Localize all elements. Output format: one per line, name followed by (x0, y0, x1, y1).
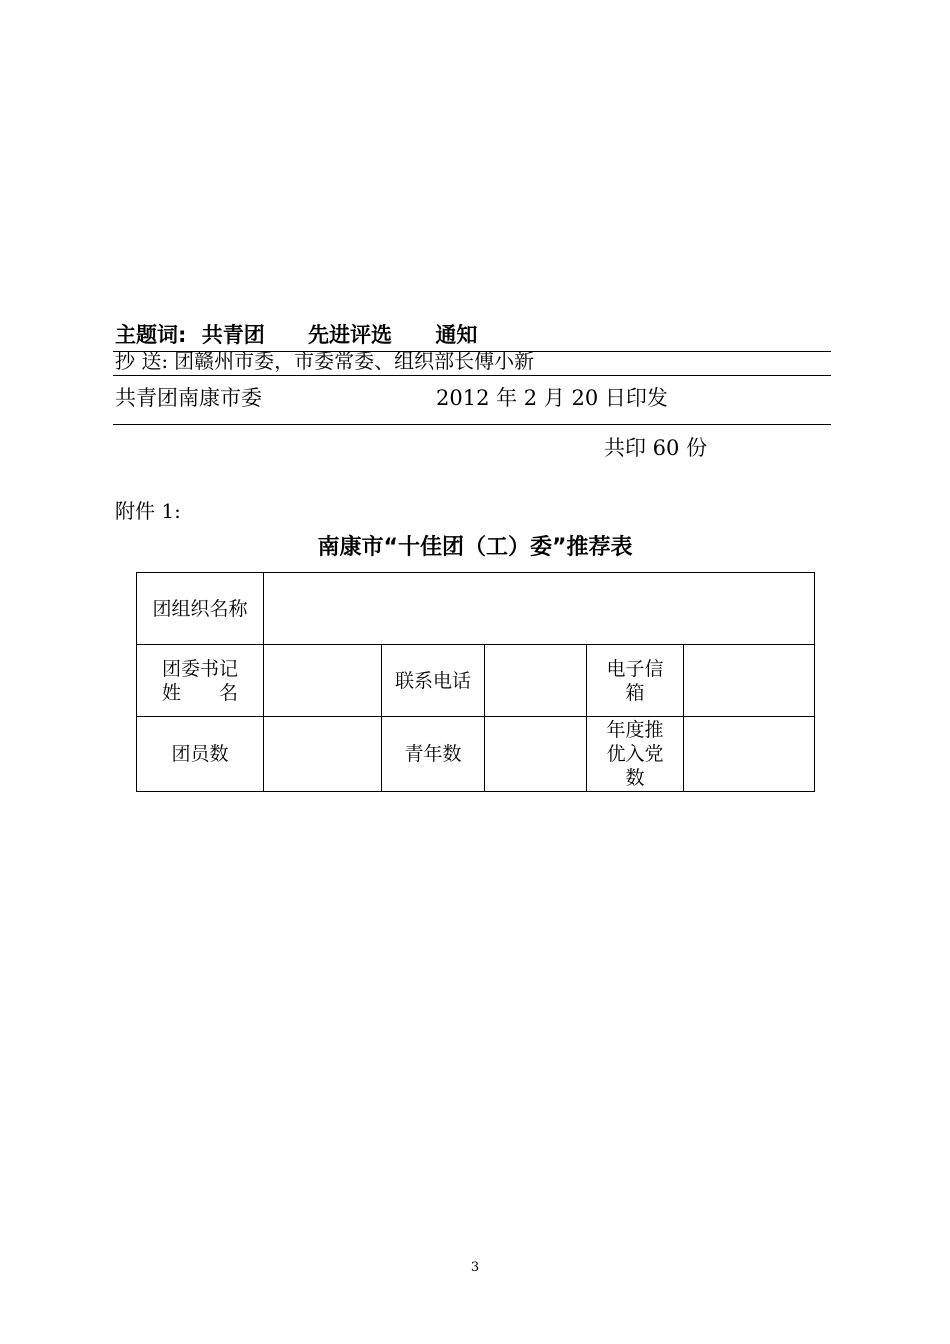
subject-keywords (115, 322, 477, 348)
email-label: 电子信箱 (587, 645, 684, 717)
secretary-name-label: 团委书记 姓 名 (137, 645, 264, 717)
form-title: 南康市“十佳团（工）委”推荐表 (317, 535, 633, 560)
attachment-label: 附件 1: (115, 499, 181, 523)
page-number: 3 (470, 1260, 480, 1275)
member-count-field[interactable] (264, 717, 382, 792)
print-date: 2012 年 2 月 20 日印发 (436, 386, 668, 410)
cc-recipients: 团赣州市委，市委常委、组织部长傅小新 (174, 349, 535, 373)
divider-line (113, 424, 831, 425)
keywords-label: 主题词: (115, 323, 187, 347)
phone-field[interactable] (485, 645, 587, 717)
recommendation-table (136, 572, 815, 792)
cc-label: 抄 送: (115, 349, 169, 373)
keyword-item: 共青团 (201, 323, 265, 347)
table-row (137, 573, 815, 645)
copies-count: 共印 60 份 (604, 436, 708, 460)
divider-line (113, 375, 831, 376)
youth-count-field[interactable] (485, 717, 587, 792)
org-name-label: 团组织名称 (137, 573, 264, 645)
member-count-label: 团员数 (137, 717, 264, 792)
email-field[interactable] (684, 645, 815, 717)
org-name-field[interactable] (264, 573, 815, 645)
keyword-item: 通知 (435, 323, 478, 347)
cc-line (115, 348, 534, 374)
phone-label: 联系电话 (382, 645, 485, 717)
party-recommend-label: 年度推优入党数 (587, 717, 684, 792)
youth-count-label: 青年数 (382, 717, 485, 792)
table-row (137, 645, 815, 717)
keyword-item: 先进评选 (308, 323, 393, 347)
secretary-name-field[interactable] (264, 645, 382, 717)
issuer: 共青团南康市委 (115, 386, 262, 410)
party-recommend-field[interactable] (684, 717, 815, 792)
table-row (137, 717, 815, 792)
